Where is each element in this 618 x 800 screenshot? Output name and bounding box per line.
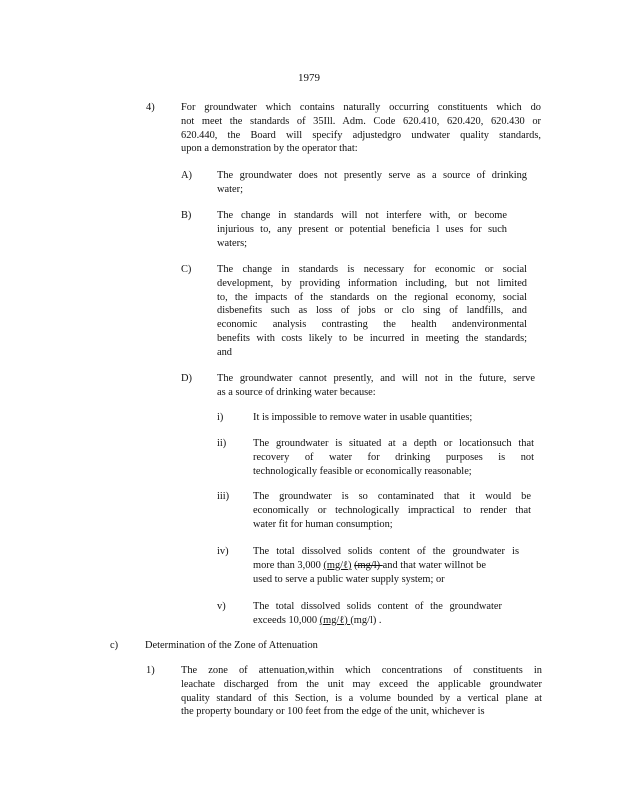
text-line: Determination of the Zone of Attenuation: [145, 640, 318, 651]
text-line: recovery of water for drinking purposes is not: [253, 451, 534, 463]
text-line: 620.440, the Board will specify adjustedgro undwater quality standards,: [181, 129, 541, 141]
text-line: injurious to, any present or potential beneficia l uses for such: [217, 223, 507, 235]
text-line: The zone of attenuation,within which concentrations of constituents in: [181, 665, 542, 676]
text-line: The groundwater is situated at a depth or locationsuch that: [253, 438, 534, 449]
label-iii: iii): [217, 491, 230, 502]
label-D: D): [181, 373, 192, 384]
label-v: v): [217, 601, 226, 612]
text-line: the property boundary or 100 feet from the edge of the unit, whichever is: [181, 706, 485, 718]
text-C: [217, 263, 527, 360]
text-ii: [253, 437, 534, 478]
text-line: water;: [217, 183, 243, 195]
text-segment: exceeds 10,000: [253, 614, 320, 626]
text-line: economically or technologically impractical to render that: [253, 504, 531, 516]
text-line: benefits with costs likely to be incurred in meeting the standards;: [217, 332, 527, 344]
inserted-text: (mg/ℓ): [319, 614, 351, 626]
text-line: to, the impacts of the standards on the regional economy, social: [217, 291, 527, 303]
text-line: waters;: [217, 237, 248, 249]
text-i: [253, 411, 531, 425]
deleted-text: (mg/l): [354, 559, 383, 571]
text-line: development, by providing information including, but not limited: [217, 277, 527, 289]
text-D: [217, 372, 535, 400]
text-line: disbenefits such as loss of jobs or clo sing of landfills, and: [217, 305, 527, 317]
text-B: [217, 209, 507, 250]
text-iv: [253, 545, 519, 586]
text-line: For groundwater which contains naturally occurring constituents which do: [181, 102, 541, 113]
label-c: c): [110, 640, 119, 651]
text-line: The change in standards is necessary for economic or social: [217, 264, 527, 275]
label-A: A): [181, 170, 192, 181]
text-line: economic analysis contrasting the health andenvironmental: [217, 319, 527, 331]
label-C: C): [181, 264, 192, 275]
text-line: quality standard of this Section, is a volume bounded by a vertical plane at: [181, 692, 542, 704]
text-v: [253, 600, 502, 628]
label-i: i): [217, 412, 224, 423]
text-line: water fit for human consumption;: [253, 518, 393, 530]
text-line: The groundwater cannot presently, and will not in the future, serve: [217, 373, 535, 384]
page-number: 1979: [298, 72, 320, 84]
label-B: B): [181, 210, 192, 221]
text-line: not meet the standards of 35Ill. Adm. Code 620.410, 620.420, 620.430 or: [181, 115, 541, 127]
text-line: leachate discharged from the unit may exceed the applicable groundwater: [181, 678, 542, 690]
text-4: [181, 101, 541, 156]
text-line: and: [217, 346, 233, 358]
text-A: [217, 169, 527, 197]
text-line: upon a demonstration by the operator that:: [181, 143, 358, 155]
text-line: as a source of drinking water because:: [217, 386, 376, 398]
text-segment: and that water willnot be: [382, 559, 486, 571]
text-line: The groundwater does not presently serve as a source of drinking: [217, 170, 527, 181]
text-1: [181, 664, 542, 719]
text-iii: [253, 490, 531, 531]
text-segment: (mg/l) .: [350, 614, 382, 626]
text-line: The change in standards will not interfere with, or become: [217, 210, 507, 221]
text-line: The groundwater is so contaminated that it would be: [253, 491, 531, 502]
text-line: The total dissolved solids content of the groundwater is: [253, 546, 519, 557]
text-c: [145, 639, 410, 653]
label-iv: iv): [217, 546, 229, 557]
inserted-text: (mg/ℓ): [323, 559, 352, 571]
label-ii: ii): [217, 438, 227, 449]
text-line: technologically feasible or economically reasonable;: [253, 465, 472, 477]
text-line: [253, 614, 502, 628]
text-line: [253, 559, 519, 573]
text-line: used to serve a public water supply system; or: [253, 573, 445, 585]
text-line: The total dissolved solids content of the groundwater: [253, 601, 502, 612]
text-segment: more than 3,000: [253, 559, 324, 571]
text-line: It is impossible to remove water in usable quantities;: [253, 412, 473, 423]
label-1: 1): [146, 665, 155, 676]
label-4: 4): [146, 102, 155, 113]
